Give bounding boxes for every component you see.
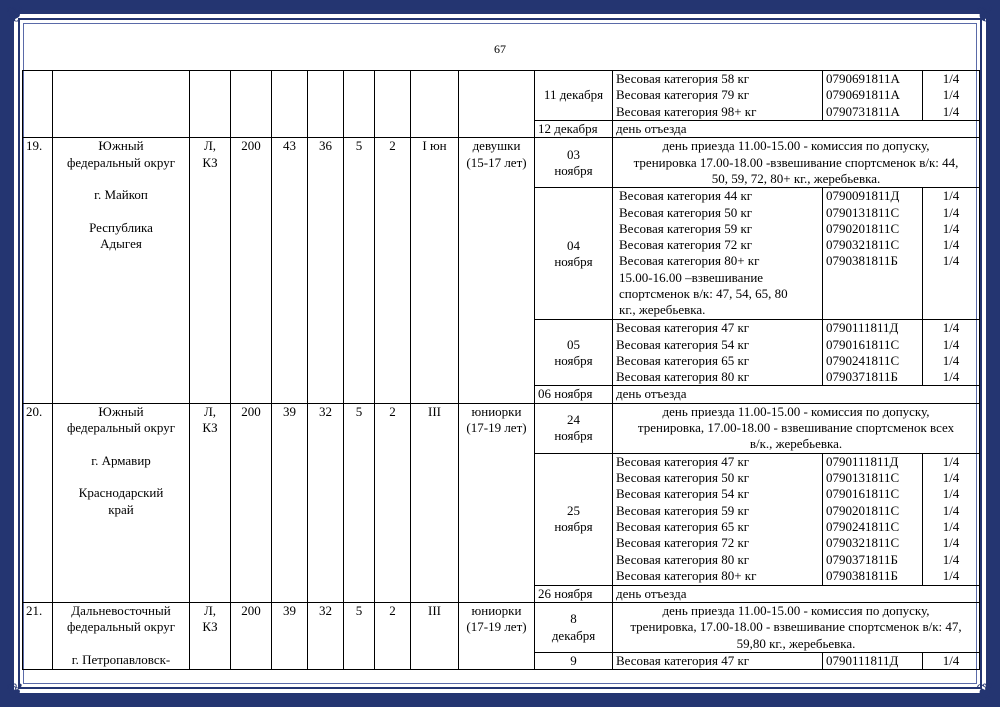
corner-ornament-icon: ❦ (5, 679, 25, 704)
date-cell: 9 (535, 653, 613, 670)
weight-item: Весовая категория 47 кг (613, 653, 823, 670)
table-row (23, 138, 980, 188)
group-cell: девушки (15-17 лет) (459, 138, 535, 403)
code-list: 0790691811А 0790691811А 0790731811А (823, 71, 923, 121)
schedule-table (22, 70, 980, 670)
departure-label: день отъезда (613, 386, 980, 403)
value-cell: 2 (375, 403, 411, 602)
code-list: 0790111811Д 0790161811С 0790241811С 0790371811Б (823, 320, 923, 386)
type-cell: Л, КЗ (190, 603, 231, 670)
arrival-text: день приезда 11.00-15.00 - комиссия по допуску, тренировка 17.00-18.00 -взвешивание спортсменок в/к: 44, 50, 59, 72, 80+ кг., жеребьевка. (613, 138, 980, 188)
corner-ornament-icon: ❦ (5, 2, 25, 27)
empty-cell (23, 71, 53, 138)
rank-cell: III (411, 403, 459, 602)
weight-list: Весовая категория 47 кг Весовая категория 54 кг Весовая категория 65 кг Весовая категория 80 кг (613, 320, 823, 386)
table-row (23, 603, 980, 653)
district-cell: Дальневосточный федеральный округ г. Петропавловск- (53, 603, 190, 670)
value-cell: 43 (272, 138, 308, 403)
empty-cell (375, 71, 411, 138)
corner-ornament-icon: ❦ (975, 2, 995, 27)
departure-date: 12 декабря (535, 121, 613, 138)
share-list: 1/4 1/4 1/4 (923, 71, 980, 121)
value-cell: 36 (308, 138, 344, 403)
date-cell: 24 ноября (535, 403, 613, 453)
weight-list: Весовая категория 47 кг Весовая категория 50 кг Весовая категория 54 кг Весовая категория 59 кг Весовая категория 65 кг Весовая категория 72 кг Весовая категория 80 кг Весовая категория 80+ кг (613, 453, 823, 585)
empty-cell (53, 71, 190, 138)
row-number: 21. (23, 603, 53, 670)
value-cell: 5 (344, 403, 375, 602)
value-cell: 200 (231, 138, 272, 403)
value-cell: 32 (308, 603, 344, 670)
empty-cell (308, 71, 344, 138)
row-number: 20. (23, 403, 53, 602)
departure-date: 06 ноября (535, 386, 613, 403)
value-cell: 5 (344, 603, 375, 670)
date-cell: 8 декабря (535, 603, 613, 653)
weight-list: Весовая категория 58 кг Весовая категория 79 кг Весовая категория 98+ кг (613, 71, 823, 121)
share-list: 1/4 1/4 1/4 1/4 1/4 (923, 188, 980, 320)
value-cell: 32 (308, 403, 344, 602)
date-cell: 04 ноября (535, 188, 613, 320)
value-cell: 2 (375, 138, 411, 403)
group-cell: юниорки (17-19 лет) (459, 603, 535, 670)
value-cell: 39 (272, 403, 308, 602)
code-item: 0790111811Д (823, 653, 923, 670)
page-number: 67 (494, 42, 506, 56)
departure-label: день отъезда (613, 121, 980, 138)
value-cell: 5 (344, 138, 375, 403)
empty-cell (231, 71, 272, 138)
value-cell: 39 (272, 603, 308, 670)
empty-cell (190, 71, 231, 138)
table-row (23, 71, 980, 121)
empty-cell (344, 71, 375, 138)
date-cell: 25 ноября (535, 453, 613, 585)
rank-cell: I юн (411, 138, 459, 403)
value-cell: 200 (231, 603, 272, 670)
group-cell: юниорки (17-19 лет) (459, 403, 535, 602)
value-cell: 200 (231, 403, 272, 602)
share-list: 1/4 1/4 1/4 1/4 1/4 1/4 1/4 1/4 (923, 453, 980, 585)
departure-date: 26 ноября (535, 585, 613, 602)
share-list: 1/4 1/4 1/4 1/4 (923, 320, 980, 386)
corner-ornament-icon: ❦ (975, 679, 995, 704)
date-cell: 05 ноября (535, 320, 613, 386)
type-cell: Л, КЗ (190, 403, 231, 602)
date-cell: 11 декабря (535, 71, 613, 121)
arrival-text: день приезда 11.00-15.00 - комиссия по допуску, тренировка, 17.00-18.00 - взвешивание спортсменок всех в/к., жеребьевка. (613, 403, 980, 453)
date-cell: 03 ноября (535, 138, 613, 188)
empty-cell (459, 71, 535, 138)
rank-cell: III (411, 603, 459, 670)
departure-label: день отъезда (613, 585, 980, 602)
code-list: 0790111811Д 0790131811С 0790161811С 0790201811С 0790241811С 0790321811С 0790371811Б 0790381811Б (823, 453, 923, 585)
district-cell: Южный федеральный округ г. Майкоп Республика Адыгея (53, 138, 190, 403)
empty-cell (411, 71, 459, 138)
district-cell: Южный федеральный округ г. Армавир Краснодарский край (53, 403, 190, 602)
empty-cell (272, 71, 308, 138)
table-row (23, 403, 980, 453)
arrival-text: день приезда 11.00-15.00 - комиссия по допуску, тренировка, 17.00-18.00 - взвешивание спортсменок в/к: 47, 59,80 кг., жеребьевка. (613, 603, 980, 653)
row-number: 19. (23, 138, 53, 403)
weight-list: Весовая категория 44 кг Весовая категория 50 кг Весовая категория 59 кг Весовая категория 72 кг Весовая категория 80+ кг 15.00-16.00 –взвешивание спортсменок в/к: 47, 54, 65, 80 кг., жеребьевка. (613, 188, 823, 320)
share-item: 1/4 (923, 653, 980, 670)
code-list: 0790091811Д 0790131811С 0790201811С 0790321811С 0790381811Б (823, 188, 923, 320)
value-cell: 2 (375, 603, 411, 670)
type-cell: Л, КЗ (190, 138, 231, 403)
